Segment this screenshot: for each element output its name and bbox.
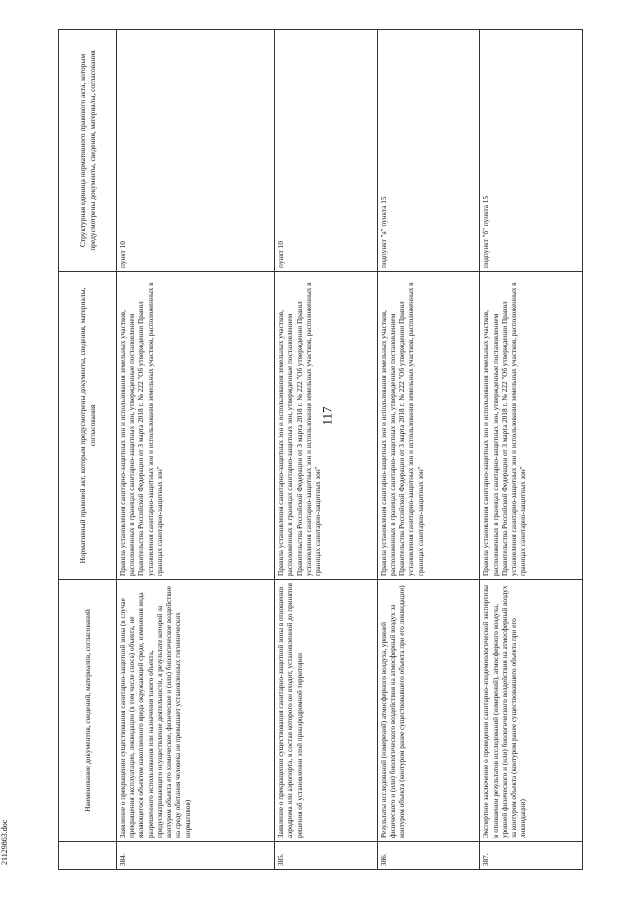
header-act: Нормативный правовой акт, которым предусмотрены документы, сведения, материалы, согласования <box>59 272 117 580</box>
row-structural-unit: пункт 10 <box>117 30 275 272</box>
row-document-name: Результаты исследований (измерений) атмосферного воздуха, уровней физического и (или) биологического воздействия на атмосферный воздух за контуром объекта (контуром ранее существовавшего объекта при его ликвидации) <box>377 580 480 842</box>
row-structural-unit: подпункт "а" пункта 15 <box>377 30 480 272</box>
row-structural-unit: подпункт "б" пункта 15 <box>480 30 583 272</box>
row-document-name: Заявление о прекращении существования санитарно-защитной зоны в отношении аэродрома или аэропорта, в состав которого он входит, установленной до принятия решения об установлении этой приаэродромной территории <box>275 580 378 842</box>
header-number-cell <box>59 842 117 870</box>
row-number: 384. <box>117 842 275 870</box>
row-structural-unit: пункт 10 <box>275 30 378 272</box>
header-unit: Структурная единица нормативного правового акта, которым предусмотрены документы, сведения, материалы, согласования <box>59 30 117 272</box>
table-row <box>275 30 378 870</box>
row-legal-act: Правила установления санитарно-защитных зон и использования земельных участков, расположенных в границах санитарно-защитных зон, утвержденные постановлением Правительства Российской Федерации от 3 марта 2018 г. № 222 "Об утверждении Правил установления санитарно-защитных зон и использования земельных участков, расположенных в границах санитарно-защитных зон" <box>480 272 583 580</box>
row-number: 385. <box>275 842 378 870</box>
row-legal-act: Правила установления санитарно-защитных зон и использования земельных участков, расположенных в границах санитарно-защитных зон, утвержденные постановлением Правительства Российской Федерации от 3 марта 2018 г. № 222 "Об утверждении Правил установления санитарно-защитных зон и использования земельных участков, расположенных в границах санитарно-защитных зон" <box>377 272 480 580</box>
row-legal-act: Правила установления санитарно-защитных зон и использования земельных участков, расположенных в границах санитарно-защитных зон, утвержденные постановлением Правительства Российской Федерации от 3 марта 2018 г. № 222 "Об утверждении Правил установления санитарно-защитных зон и использования земельных участков, расположенных в границах санитарно-защитных зон" <box>117 272 275 580</box>
row-document-name: Экспертное заключение о проведении санитарно-эпидемиологической экспертизы в отношении результатов исследований (измерений), атмосферного воздуха, уровней физического и (или) биологического воздействия на атмосферный воздух за контуром объекта (контуром ранее существовавшего объекта при его ликвидации) <box>480 580 583 842</box>
table-row <box>117 30 275 870</box>
row-number: 386. <box>377 842 480 870</box>
table-row <box>480 30 583 870</box>
table-header-row <box>59 30 117 870</box>
page-number: 117 <box>319 406 335 426</box>
row-number: 387. <box>480 842 583 870</box>
footer-document-code: 21129863.doc <box>0 819 9 865</box>
header-name: Наименование документов, сведений, материалов, согласований <box>59 580 117 842</box>
row-legal-act: Правила установления санитарно-защитных зон и использования земельных участков, расположенных в границах санитарно-защитных зон, утвержденные постановлением Правительства Российской Федерации от 3 марта 2018 г. № 222 "Об утверждении Правил установления санитарно-защитных зон и использования земельных участков, расположенных в границах санитарно-защитных зон" <box>275 272 378 580</box>
documents-table <box>58 29 583 870</box>
table-row <box>377 30 480 870</box>
row-document-name: Заявление о прекращении существования санитарно-защитной зоны (в случае прекращения эксплуатации, ликвидации (в том числе сноса) объекта, не являющегося объектом накопленного вреда окружающей среде, изменения вида разрешенного использования или назначения такого объекта, предусматривающего осуществление деятельности, в результате которой за контуром объекта его химическое, физическое и (или) биологическое воздействие на среду обитания человека не превышает установленных гигиенических нормативов) <box>117 580 275 842</box>
rotated-page-content <box>58 30 583 870</box>
